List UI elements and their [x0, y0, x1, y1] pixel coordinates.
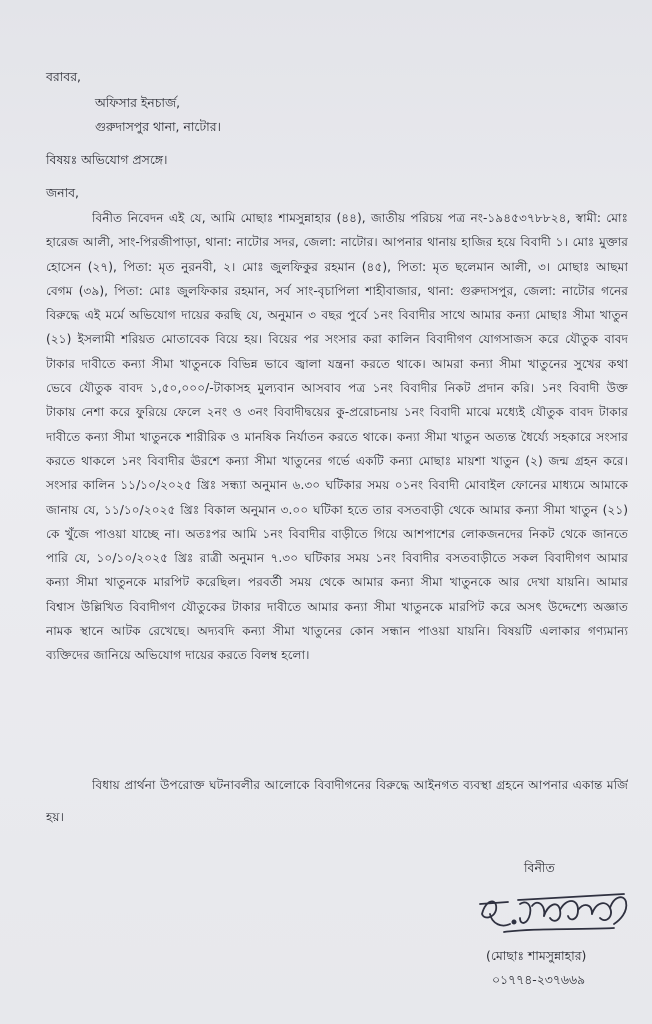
- body-line: বিরুদ্ধে এই মর্মে অভিযোগ দায়ের করছি যে, অনুমান ৩ বছর পুর্বে ১নং বিবাদীর সাথে আমার কন্যা মোছাঃ সীমা খাতুন: [46, 308, 628, 323]
- body-line: নামক স্থানে আটক রেখেছে। অদ্যবদি কন্যা সীমা খাতুনের কোন সন্ধান পাওয়া যায়নি। বিষয়টি এলাকার গণ্যমান্য: [46, 624, 628, 639]
- recipient-address: গুরুদাসপুর থানা, নাটোর।: [95, 119, 221, 134]
- body-line: টাকার দাবীতে কন্যা সীমা খাতুনকে বিভিন্ন ভাবে জ্বালা যন্ত্রনা করতে থাকে। আমরা কন্যা সীমা খাতুনের সুখের কথা: [46, 356, 628, 371]
- body-line: টাকায় নেশা করে ফুরিয়ে ফেলে ২নং ও ৩নং বিবাদীদ্বয়ের কু-প্ররোচনায় ১নং বিবাদী মাঝে মধ্যেই যৌতুক বাবদ টাকার: [46, 405, 628, 420]
- body-line: পারি যে, ১০/১০/২০২৫ খ্রিঃ রাত্রী অনুমান ৭.৩০ ঘটিকার সময় ১নং বিবাদীর বসতবাড়ীতে সকল বিবাদীগণ আমার: [46, 551, 628, 566]
- salutation-to: বরাবর,: [46, 69, 81, 84]
- body-line: বিশ্বাস উল্লিখিত বিবাদীগণ যৌতুকের টাকার দাবীতে আমার কন্যা সীমা খাতুনকে মারপিট করে অসৎ উদ্দেশ্যে অজ্ঞাত: [46, 599, 628, 614]
- body-line: দাবীতে কন্যা সীমা খাতুনকে শারীরিক ও মানষিক নির্যাতন করতে থাকে। কন্যা সীমা খাতুন অত্যন্ত ধৈর্য্যে সহকারে সংসার: [46, 429, 628, 444]
- signer-phone: ০১৭৭৪-২৩৭৬৬৯: [492, 972, 586, 987]
- body-paragraph: [46, 206, 628, 668]
- body-line: বেগম (৩৯), পিতা: মোঃ জুলফিকার রহমান, সর্ব সাং-বৃচাপিলা শাহীবাজার, থানা: গুরুদাসপুর, জেলা: নাটোর গনের: [46, 283, 628, 298]
- closing-line: বিধায় প্রার্থনা উপরোক্ত ঘটনাবলীর আলোকে বিবাদীগনের বিরুদ্ধে আইনগত ব্যবস্থা গ্রহনে আপনার একান্ত মর্জি: [92, 778, 628, 792]
- sign-off: বিনীত: [524, 860, 555, 875]
- body-line: কন্যা সীমা খাতুনকে মারপিট করেছিল। পরবর্তী সময় থেকে আমার কন্যা সীমা খাতুনকে আর দেখা যায়নি। আমার: [46, 575, 628, 590]
- recipient-title: অফিসার ইনচার্জ,: [95, 95, 181, 110]
- closing-paragraph: [46, 769, 628, 833]
- subject-line: বিষয়ঃ অভিযোগ প্রসঙ্গে।: [46, 152, 168, 167]
- signer-name: (মোছাঃ শামসুন্নাহার): [486, 948, 587, 963]
- body-line: ভেবে যৌতুক বাবদ ১,৫০,০০০/-টাকাসহ মুল্যবান আসবাব পত্র ১নং বিবাদীর নিকট প্রদান করি। ১নং বিবাদী উক্ত: [46, 381, 628, 396]
- handwritten-signature: [474, 884, 634, 940]
- body-line: করতে থাকলে ১নং বিবাদীর ঊরশে কন্যা সীমা খাতুনের গর্ভে একটি কন্যা মোছাঃ মায়শা খাতুন (২) জন্ম গ্রহন করে।: [46, 453, 628, 468]
- body-line: (২১) ইসলামী শরিয়ত মোতাবেক বিয়ে হয়। বিয়ের পর সংসার করা কালিন বিবাদীগণ যোগসাজস করে যৌতুক বাবদ: [46, 332, 628, 347]
- closing-line: হয়।: [46, 810, 64, 824]
- body-line: ব্যক্তিদের জানিয়ে অভিযোগ দায়ের করতে বিলম্ব হলো।: [46, 648, 310, 663]
- body-line: সংসার কালিন ১১/১০/২০২৫ খ্রিঃ সন্ধ্যা অনুমান ৬.৩০ ঘটিকার সময় ০১নং বিবাদী মোবাইল ফোনের মাধ্যমে আমাকে: [46, 478, 628, 493]
- greeting: জনাব,: [46, 185, 79, 200]
- body-line: বিনীত নিবেদন এই যে, আমি মোছাঃ শামসুন্নাহার (৪৪), জাতীয় পরিচয় পত্র নং-১৯৪৫৩৭৮৮২৪, স্বামী: মোঃ: [92, 211, 628, 225]
- body-line: কে খুঁজে পাওয়া যাচ্ছে না। অতঃপর আমি ১নং বিবাদীর বাড়ীতে গিয়ে আশপাশের লোকজনদের নিকট থেকে জানতে: [46, 526, 628, 541]
- body-line: হারেজ আলী, সাং-পিরজীপাড়া, থানা: নাটোর সদর, জেলা: নাটোর। আপনার থানায় হাজির হয়ে বিবাদী ১। মোঃ মুক্তার: [46, 235, 628, 250]
- body-line: জানায় যে, ১১/১০/২০২৫ খ্রিঃ বিকাল অনুমান ৩.০০ ঘটিকা হতে তার বসতবাড়ী থেকে আমার কন্যা সীমা খাতুন (২১): [46, 502, 628, 517]
- body-line: হোসেন (২৭), পিতা: মৃত নুরনবী, ২। মোঃ জুলফিকুর রহমান (৪৫), পিতা: মৃত ছলেমান আলী, ৩। মোছাঃ আছমা: [46, 259, 628, 274]
